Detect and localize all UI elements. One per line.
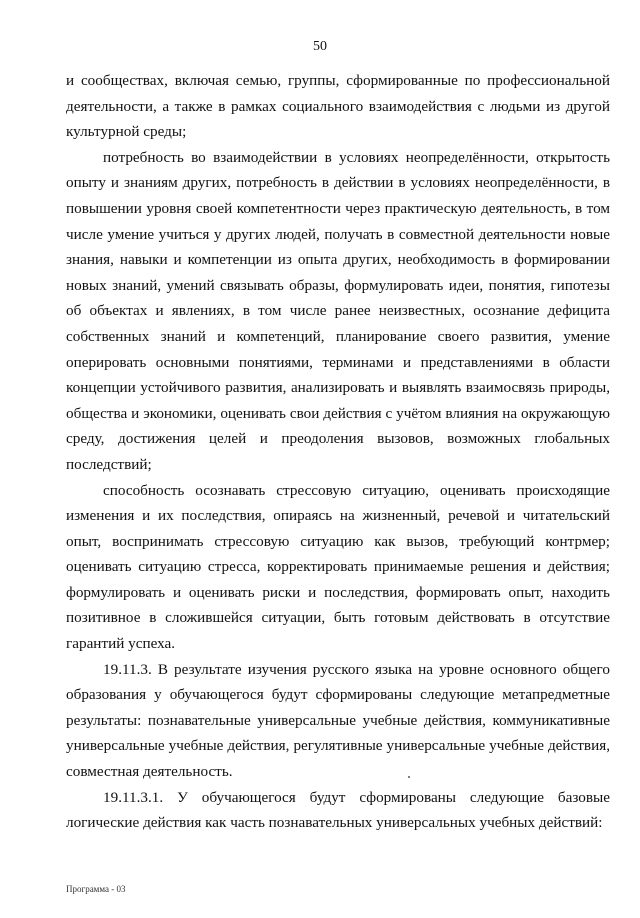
footer-note: Программа - 03 [66,884,126,894]
body-text [66,68,610,836]
paragraph: 19.11.3. В результате изучения русского языка на уровне основного общего образования у обучающегося будут сформированы следующие метапредметные результаты: познавательные универсальные учебные действия, коммуникативные универсальные учебные действия, регулятивные универсальные учебные действия, совместная деятельность. [66,660,610,781]
paragraph: и сообществах, включая семью, группы, сформированные по профессиональной деятельности, а также в рамках социального взаимодействия с людьми из другой культурной среды; [66,72,610,141]
page-number: 50 [313,39,327,54]
paragraph: потребность во взаимодействии в условиях неопределённости, открытость опыту и знаниям других, потребность в действии в условиях неопределённости, в повышении уровня своей компетентности через практическую деятельность, в том числе умение учиться у других людей, получать в совместной деятельности новые знания, навыки и компетенции из опыта других, необходимость в формировании новых знаний, умений связывать образы, формулировать идеи, понятия, гипотезы об объектах и явлениях, в том числе ранее неизвестных, осознание дефицита собственных знаний и компетенций, планирование своего развития, умение оперировать основными понятиями, терминами и представлениями в области концепции устойчивого развития, анализировать и выявлять взаимосвязь природы, общества и экономики, оценивать свои действия с учётом влияния на окружающую среду, достижения целей и преодоления вызовов, возможных глобальных последствий; [66,148,610,473]
paragraph: 19.11.3.1. У обучающегося будут сформированы следующие базовые логические действия как часть познавательных универсальных учебных действий: [66,788,610,832]
scan-speck [408,776,410,778]
paragraph: способность осознавать стрессовую ситуацию, оценивать происходящие изменения и их последствия, опираясь на жизненный, речевой и читательский опыт, воспринимать стрессовую ситуацию как вызов, требующий контрмер; оценивать ситуацию стресса, корректировать принимаемые решения и действия; формулировать и оценивать риски и последствия, формировать опыт, находить позитивное в сложившейся ситуации, быть готовым действовать в отсутствие гарантий успеха. [66,481,610,653]
